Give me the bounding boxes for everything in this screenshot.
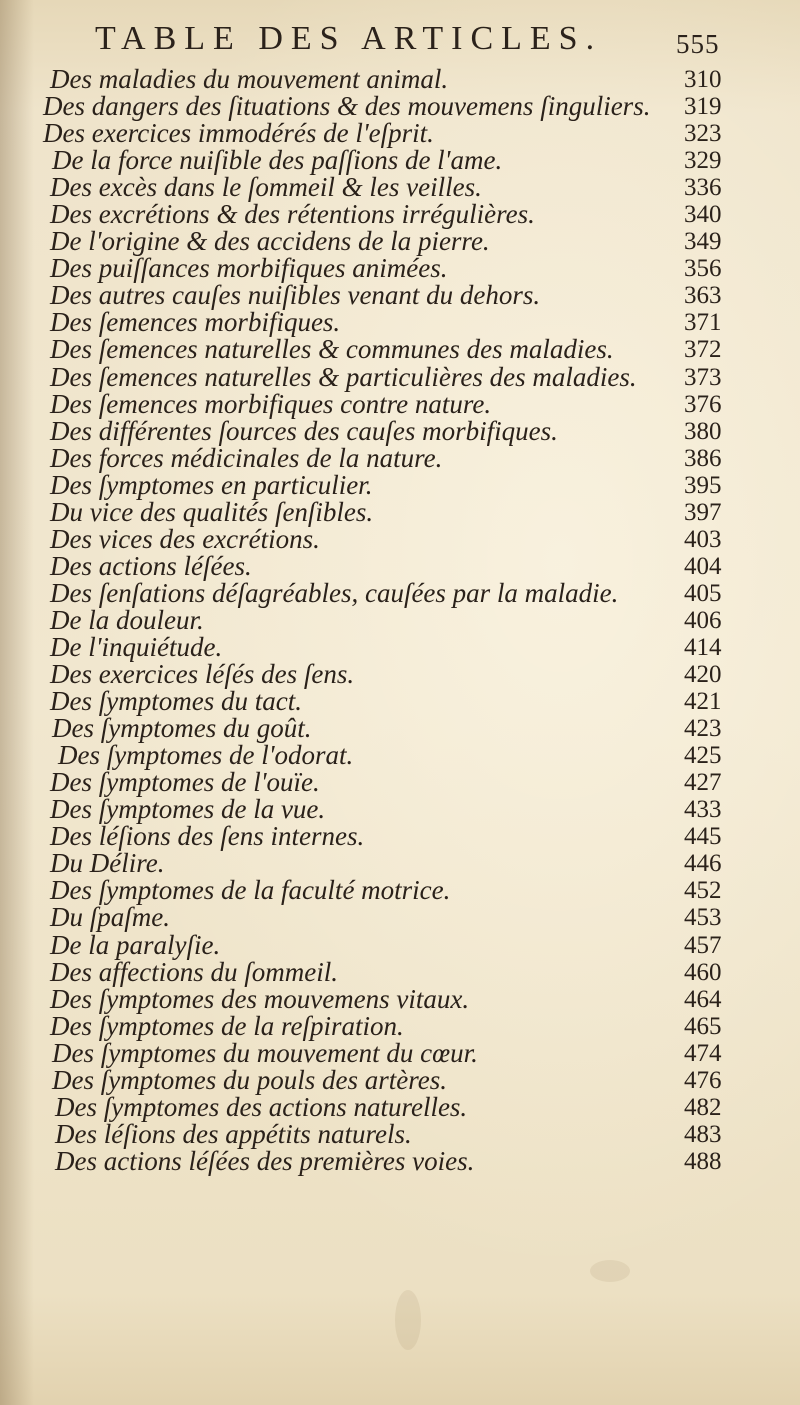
toc-entry-title: Des maladies du mouvement animal. [50, 64, 449, 94]
toc-entry-title: Des ſymptomes du pouls des artères. [52, 1064, 447, 1095]
toc-entry-page: 425 [684, 742, 722, 770]
toc-entry [0, 1064, 800, 1095]
toc-entry-title: Des ſymptomes du tact. [50, 686, 302, 717]
toc-entry [0, 742, 800, 769]
toc-entry-page: 421 [684, 688, 722, 716]
toc-entry-page: 404 [684, 552, 722, 580]
toc-entry [0, 388, 800, 419]
toc-entry-page: 464 [684, 985, 722, 1013]
toc-entry [0, 361, 800, 392]
toc-entry-title: De la force nuiſible des paſſions de l'ame. [52, 145, 503, 176]
toc-entry [0, 715, 800, 742]
toc-entry-page: 460 [684, 958, 722, 986]
toc-entry [0, 1091, 800, 1122]
toc-entry-title: Des ſymptomes en particulier. [50, 469, 373, 500]
toc-entry [0, 255, 800, 282]
toc-entry [0, 282, 800, 309]
toc-entry-title: Des affections du ſommeil. [50, 956, 338, 987]
toc-entry-page: 465 [684, 1012, 722, 1040]
toc-entry [0, 956, 800, 987]
toc-entry-title: De la paralyſie. [50, 929, 221, 960]
toc-entry-page: 474 [684, 1039, 722, 1067]
toc-entry-title: Des ſymptomes du mouvement du cœur. [52, 1037, 478, 1068]
toc-entry-page: 488 [684, 1147, 722, 1175]
toc-entry [0, 523, 800, 554]
toc-entry-title: Des ſemences morbifiques contre nature. [50, 388, 492, 419]
toc-entry-title: Des ſemences morbifiques. [50, 307, 341, 338]
toc-entry-title: Des ſemences naturelles & particulières des maladies. [50, 361, 637, 392]
toc-entry [0, 661, 800, 688]
toc-entry [0, 469, 800, 500]
toc-entry-title: Des ſymptomes du goût. [52, 713, 312, 744]
toc-entry [0, 66, 800, 93]
toc-entry-title: Des actions léſées des premières voies. [55, 1145, 475, 1176]
toc-entry [0, 904, 800, 931]
toc-entry-title: Des puiſſances morbifiques animées. [50, 253, 448, 284]
toc-entry-page: 420 [684, 661, 722, 689]
toc-entry-page: 452 [684, 877, 722, 905]
toc-entry-title: Des forces médicinales de la nature. [50, 442, 443, 473]
toc-entry-page: 406 [684, 606, 722, 634]
toc-entry-page: 433 [684, 796, 722, 824]
toc-entry-title: Des vices des excrétions. [50, 523, 320, 554]
toc-entry [0, 823, 800, 850]
toc-entry-title: Des ſymptomes de la reſpiration. [50, 1010, 404, 1041]
toc-entry-page: 403 [684, 525, 722, 553]
toc-entry [0, 93, 800, 120]
toc-entry [0, 577, 800, 608]
toc-entry-page: 476 [684, 1066, 722, 1094]
toc-entry [0, 201, 800, 228]
toc-entry [0, 147, 800, 174]
toc-entry [0, 496, 800, 527]
toc-entry-page: 386 [684, 444, 722, 472]
toc-entry [0, 688, 800, 715]
toc-entry-page: 373 [684, 363, 722, 391]
toc-entry-title: De l'origine & des accidens de la pierre. [50, 226, 490, 257]
toc-entry-title: Des ſemences naturelles & communes des maladies. [50, 334, 614, 365]
toc-entry-page: 323 [684, 120, 722, 148]
toc-entry-title: De l'inquiétude. [50, 631, 223, 662]
toc-entry-title: Du Délire. [50, 848, 165, 879]
toc-entry [0, 604, 800, 635]
toc-entry-title: Des ſymptomes de l'ouïe. [50, 767, 320, 798]
toc-entry-page: 423 [684, 715, 722, 743]
toc-entry-title: Des exercices léſés des ſens. [50, 659, 355, 690]
paper-stain [395, 1290, 421, 1350]
toc-entry-page: 483 [684, 1120, 722, 1148]
toc-entry [0, 631, 800, 662]
page-number: 555 [676, 29, 720, 59]
toc-entry-page: 371 [684, 309, 722, 337]
toc-entry [0, 850, 800, 877]
toc-entry-title: Des excrétions & des rétentions irrégulières. [50, 199, 535, 230]
toc-entry-title: Des autres cauſes nuiſibles venant du dehors. [50, 280, 541, 311]
toc-entry-page: 395 [684, 471, 722, 499]
paper-stain [590, 1260, 630, 1282]
toc-entry-title: Des léſions des appétits naturels. [55, 1118, 412, 1149]
toc-entry [0, 929, 800, 960]
toc-entry-page: 445 [684, 823, 722, 851]
toc-entry-page: 329 [684, 147, 722, 175]
toc-entry-page: 319 [684, 93, 722, 121]
toc-entry-page: 340 [684, 201, 722, 229]
toc-entry-title: Des léſions des ſens internes. [50, 821, 365, 852]
toc-entry [0, 796, 800, 823]
toc-entry-page: 336 [684, 174, 722, 202]
toc-entry-page: 427 [684, 769, 722, 797]
toc-entry [0, 442, 800, 473]
toc-entry-page: 363 [684, 282, 722, 310]
toc-entry [0, 415, 800, 446]
toc-entry-title: Des ſymptomes des actions naturelles. [55, 1091, 468, 1122]
toc-entry [0, 336, 800, 363]
toc-entry-page: 372 [684, 336, 722, 364]
toc-entry-page: 376 [684, 390, 722, 418]
toc-entry [0, 1037, 800, 1068]
toc-entry-title: Des différentes ſources des cauſes morbifiques. [50, 415, 558, 446]
toc-entry-title: De la douleur. [50, 604, 204, 635]
toc-entry-title: Des excès dans le ſommeil & les veilles. [50, 172, 482, 203]
toc-entry [0, 983, 800, 1014]
toc-entry-page: 405 [684, 579, 722, 607]
toc-entry-page: 457 [684, 931, 722, 959]
toc-entry-page: 310 [684, 66, 722, 93]
page-header-title: TABLE DES ARTICLES. [95, 20, 603, 57]
toc-entry-page: 453 [684, 904, 722, 932]
toc-entry-title: Des dangers des ſituations & des mouvemens ſinguliers. [43, 91, 651, 122]
toc-entry [0, 1010, 800, 1041]
toc-entry [0, 877, 800, 904]
toc-entry [0, 174, 800, 201]
toc-entry-title: Du vice des qualités ſenſibles. [50, 496, 374, 527]
toc-entry-title: Des exercices immodérés de l'eſprit. [43, 118, 434, 149]
toc-entry-title: Des ſenſations déſagréables, cauſées par la maladie. [50, 577, 619, 608]
toc-entry-page: 446 [684, 850, 722, 878]
toc-entry-page: 397 [684, 498, 722, 526]
toc-entry [0, 120, 800, 147]
toc-entry-title: Des ſymptomes de la vue. [50, 794, 326, 825]
toc-entry-page: 380 [684, 417, 722, 445]
toc-entry-page: 356 [684, 255, 722, 283]
toc-entry-title: Du ſpaſme. [50, 902, 170, 933]
toc-entry-page: 414 [684, 633, 722, 661]
toc-entry-page: 349 [684, 228, 722, 256]
toc-entry [0, 769, 800, 796]
toc-entry-title: Des ſymptomes de la faculté motrice. [50, 875, 451, 906]
toc-entry [0, 309, 800, 336]
toc-entry-title: Des ſymptomes des mouvemens vitaux. [50, 983, 470, 1014]
toc-entry [0, 1118, 800, 1149]
toc-entry-page: 482 [684, 1093, 722, 1121]
toc-entry [0, 550, 800, 581]
toc-entry [0, 228, 800, 255]
toc-entry-title: Des ſymptomes de l'odorat. [58, 740, 354, 771]
toc-entry-title: Des actions léſées. [50, 550, 252, 581]
table-of-contents-list [0, 66, 800, 1175]
toc-entry [0, 1145, 800, 1176]
